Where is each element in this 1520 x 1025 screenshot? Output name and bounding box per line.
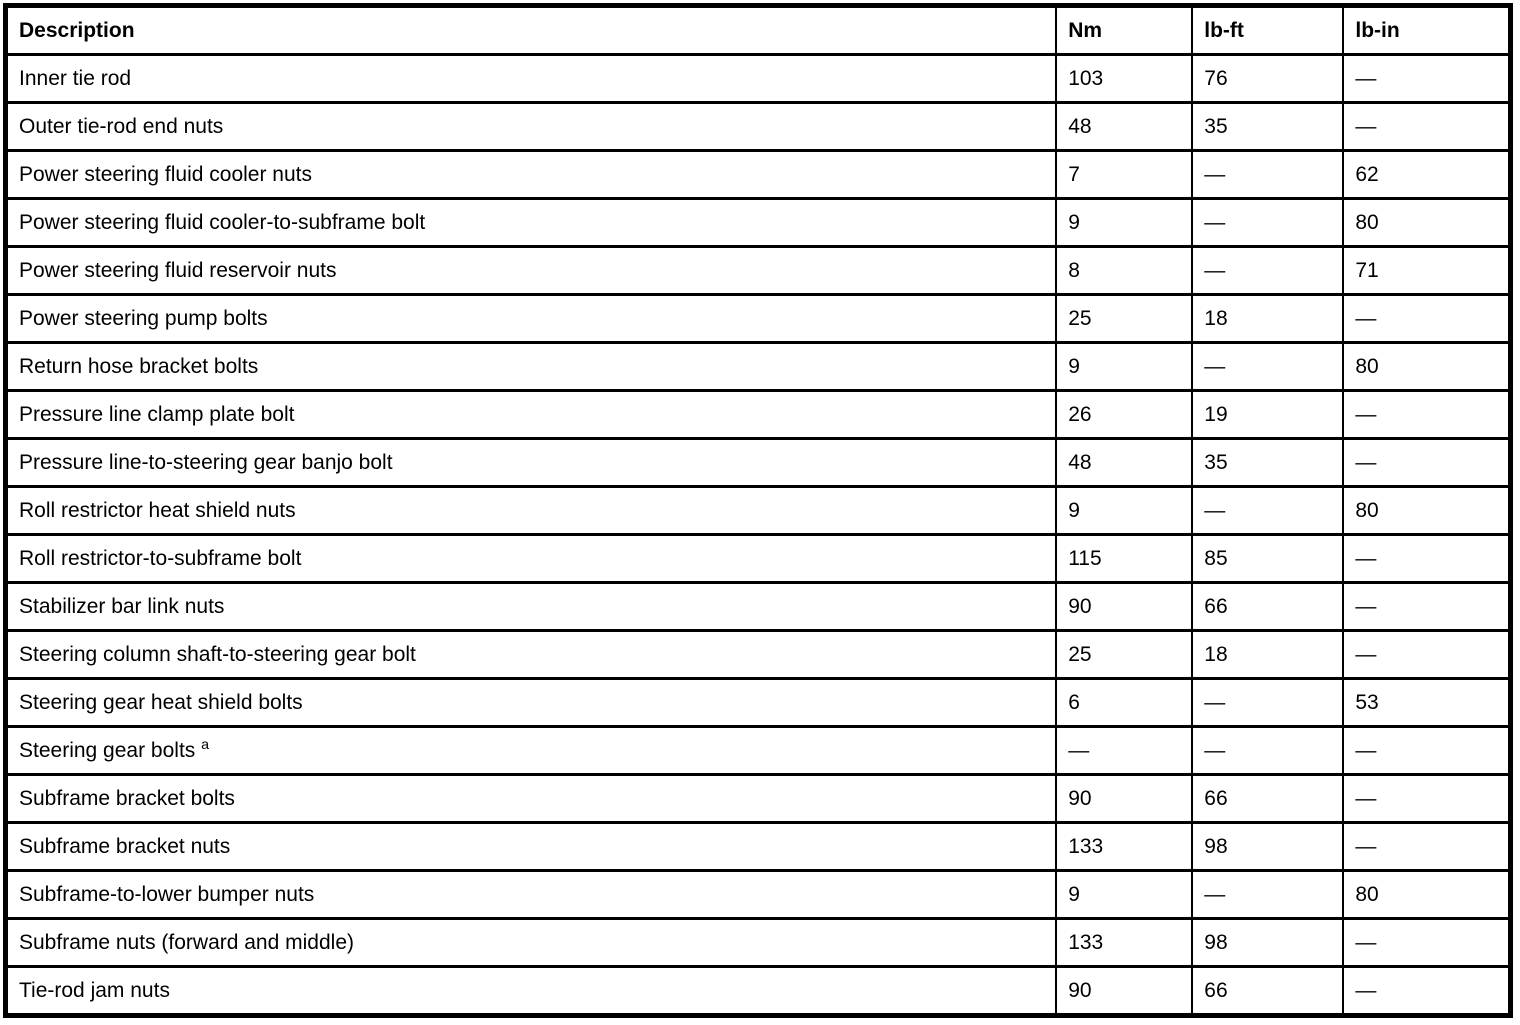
lb-in-cell: 62	[1343, 151, 1510, 199]
nm-cell: 115	[1056, 535, 1192, 583]
description-cell: Subframe-to-lower bumper nuts	[6, 871, 1057, 919]
description-cell: Steering gear heat shield bolts	[6, 679, 1057, 727]
lb-ft-cell: 35	[1192, 103, 1343, 151]
table-row	[6, 919, 1511, 967]
lb-in-cell: —	[1343, 775, 1510, 823]
table-row	[6, 103, 1511, 151]
lb-in-cell: —	[1343, 919, 1510, 967]
lb-in-cell: —	[1343, 535, 1510, 583]
nm-cell: —	[1056, 727, 1192, 775]
lb-in-cell: 71	[1343, 247, 1510, 295]
lb-in-cell: —	[1343, 295, 1510, 343]
table-row	[6, 487, 1511, 535]
nm-cell: 48	[1056, 439, 1192, 487]
lb-in-cell: —	[1343, 727, 1510, 775]
nm-cell: 103	[1056, 55, 1192, 103]
nm-cell: 90	[1056, 967, 1192, 1016]
description-cell: Power steering fluid cooler-to-subframe bolt	[6, 199, 1057, 247]
description-cell: Steering column shaft-to-steering gear bolt	[6, 631, 1057, 679]
nm-cell: 9	[1056, 343, 1192, 391]
lb-ft-cell: 98	[1192, 823, 1343, 871]
lb-ft-cell: 18	[1192, 295, 1343, 343]
header-description: Description	[6, 6, 1057, 55]
lb-in-cell: —	[1343, 823, 1510, 871]
lb-ft-cell: —	[1192, 487, 1343, 535]
lb-ft-cell: —	[1192, 199, 1343, 247]
lb-in-cell: —	[1343, 439, 1510, 487]
table-row	[6, 391, 1511, 439]
description-cell: Stabilizer bar link nuts	[6, 583, 1057, 631]
table-row	[6, 439, 1511, 487]
description-cell: Power steering pump bolts	[6, 295, 1057, 343]
description-cell: Roll restrictor heat shield nuts	[6, 487, 1057, 535]
table-row	[6, 343, 1511, 391]
lb-ft-cell: 76	[1192, 55, 1343, 103]
nm-cell: 133	[1056, 823, 1192, 871]
nm-cell: 26	[1056, 391, 1192, 439]
lb-in-cell: —	[1343, 631, 1510, 679]
lb-ft-cell: —	[1192, 247, 1343, 295]
header-lb-in: lb-in	[1343, 6, 1510, 55]
table-body	[6, 55, 1511, 1016]
header-lb-ft: lb-ft	[1192, 6, 1343, 55]
table-row	[6, 967, 1511, 1016]
table-row	[6, 631, 1511, 679]
table-row	[6, 679, 1511, 727]
lb-ft-cell: 85	[1192, 535, 1343, 583]
description-cell: Subframe bracket nuts	[6, 823, 1057, 871]
lb-ft-cell: —	[1192, 871, 1343, 919]
nm-cell: 9	[1056, 199, 1192, 247]
lb-ft-cell: 66	[1192, 775, 1343, 823]
description-cell: Pressure line clamp plate bolt	[6, 391, 1057, 439]
header-nm: Nm	[1056, 6, 1192, 55]
description-cell: Outer tie-rod end nuts	[6, 103, 1057, 151]
nm-cell: 6	[1056, 679, 1192, 727]
header-row	[6, 6, 1511, 55]
nm-cell: 9	[1056, 871, 1192, 919]
table-row	[6, 247, 1511, 295]
description-cell: Power steering fluid cooler nuts	[6, 151, 1057, 199]
lb-in-cell: 53	[1343, 679, 1510, 727]
nm-cell: 7	[1056, 151, 1192, 199]
lb-in-cell: —	[1343, 55, 1510, 103]
nm-cell: 25	[1056, 295, 1192, 343]
table-row	[6, 583, 1511, 631]
lb-ft-cell: 66	[1192, 967, 1343, 1016]
nm-cell: 48	[1056, 103, 1192, 151]
lb-ft-cell: 18	[1192, 631, 1343, 679]
nm-cell: 9	[1056, 487, 1192, 535]
lb-ft-cell: —	[1192, 679, 1343, 727]
description-cell: Pressure line-to-steering gear banjo bolt	[6, 439, 1057, 487]
nm-cell: 25	[1056, 631, 1192, 679]
description-cell: Subframe nuts (forward and middle)	[6, 919, 1057, 967]
table-row	[6, 55, 1511, 103]
description-cell: Subframe bracket bolts	[6, 775, 1057, 823]
table-row	[6, 199, 1511, 247]
lb-in-cell: —	[1343, 391, 1510, 439]
table-row	[6, 295, 1511, 343]
lb-in-cell: 80	[1343, 871, 1510, 919]
lb-ft-cell: —	[1192, 343, 1343, 391]
table-row	[6, 151, 1511, 199]
nm-cell: 133	[1056, 919, 1192, 967]
table-row	[6, 727, 1511, 775]
lb-in-cell: —	[1343, 583, 1510, 631]
lb-ft-cell: 19	[1192, 391, 1343, 439]
lb-ft-cell: 35	[1192, 439, 1343, 487]
lb-in-cell: —	[1343, 967, 1510, 1016]
footnote-marker: a	[201, 736, 210, 753]
lb-in-cell: —	[1343, 103, 1510, 151]
lb-ft-cell: 66	[1192, 583, 1343, 631]
table-row	[6, 535, 1511, 583]
description-cell: Power steering fluid reservoir nuts	[6, 247, 1057, 295]
description-cell: Tie-rod jam nuts	[6, 967, 1057, 1016]
table-row	[6, 871, 1511, 919]
description-cell: Roll restrictor-to-subframe bolt	[6, 535, 1057, 583]
nm-cell: 90	[1056, 775, 1192, 823]
lb-ft-cell: —	[1192, 727, 1343, 775]
description-cell: Inner tie rod	[6, 55, 1057, 103]
torque-spec-table	[3, 3, 1513, 1018]
lb-in-cell: 80	[1343, 487, 1510, 535]
lb-ft-cell: 98	[1192, 919, 1343, 967]
description-cell: Return hose bracket bolts	[6, 343, 1057, 391]
lb-in-cell: 80	[1343, 199, 1510, 247]
table-row	[6, 823, 1511, 871]
lb-in-cell: 80	[1343, 343, 1510, 391]
description-cell: Steering gear bolts $^a$	[6, 727, 1057, 775]
lb-ft-cell: —	[1192, 151, 1343, 199]
nm-cell: 8	[1056, 247, 1192, 295]
table-row	[6, 775, 1511, 823]
nm-cell: 90	[1056, 583, 1192, 631]
